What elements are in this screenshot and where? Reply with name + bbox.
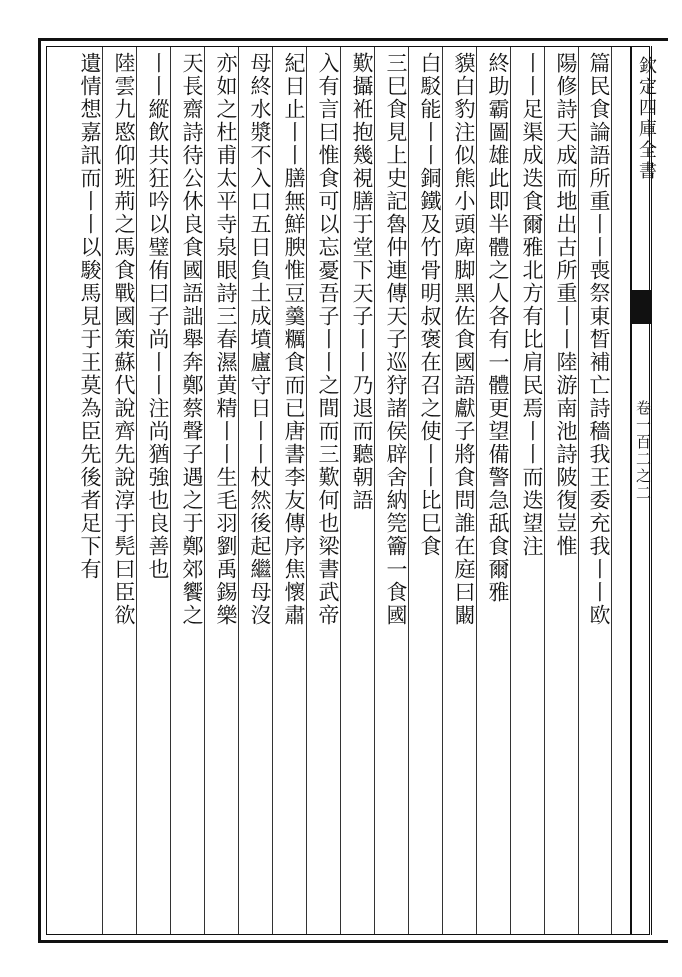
text-column-7: 三巳食見上史記魯仲連傳天子巡狩諸侯辟舍納筦籥一食國 bbox=[384, 52, 408, 627]
book-title: 欽定四庫全書 bbox=[636, 56, 657, 182]
text-column-10: 紀日止丨丨膳無鮮腴惟豆羹糲食而已唐書李友傳序焦懷肅 bbox=[282, 52, 306, 627]
text-column-6: 白駁能丨丨銅鐵及竹骨明叔褒在召之使丨丨比巳食 bbox=[418, 52, 442, 558]
fish-tail-mark bbox=[630, 292, 652, 324]
text-column-9: 入有言曰惟食可以忘憂吾子丨丨之間而三歎何也梁書武帝 bbox=[316, 52, 340, 627]
volume-label: 卷一百二之二 bbox=[634, 400, 652, 502]
text-column-4: 終助霸圖雄此即半體之人各有一體更望備警急舐食爾雅 bbox=[486, 52, 510, 604]
text-column-12: 亦如之杜甫太平寺泉眼詩三春濕黄精丨丨生毛羽劉禹錫樂 bbox=[214, 52, 238, 627]
text-column-8: 歎攝袵抱幾視膳于堂下天子丨丨乃退而聽朝語 bbox=[350, 52, 374, 512]
text-column-11: 母終水漿不入口五日負土成墳廬守日丨丨杖然後起繼母沒 bbox=[248, 52, 272, 627]
text-column-3: 丨丨足渠成迭食爾雅北方有比肩民焉丨丨而迭望注 bbox=[520, 52, 544, 558]
text-column-14: 丨丨縱飲共狂吟以璧侑曰子尚丨丨注尚猶強也良善也 bbox=[146, 52, 170, 581]
text-column-5: 貘白豹注似熊小頭庳脚黑佐食國語獻子將食問誰在庭曰闞 bbox=[452, 52, 476, 627]
text-column-1: 篇民食論語所重丨丨喪祭東晳補亡詩穡我王委充我丨丨欧 bbox=[587, 52, 611, 627]
text-column-2: 陽修詩天成而地出古所重丨丨陸游南池詩陂復豈惟 bbox=[554, 52, 578, 558]
text-column-16: 遺情想嘉訊而丨丨以駿馬見于王莫為臣先後者足下有 bbox=[78, 52, 102, 581]
text-column-13: 天長齋詩待公休良食國語詘舉奔鄭蔡聲子遇之于鄭郊饗之 bbox=[180, 52, 204, 627]
text-column-15: 陸雲九愍仰班荊之馬食戰國策蘇代說齊先說淳于髡曰臣欲 bbox=[112, 52, 136, 627]
